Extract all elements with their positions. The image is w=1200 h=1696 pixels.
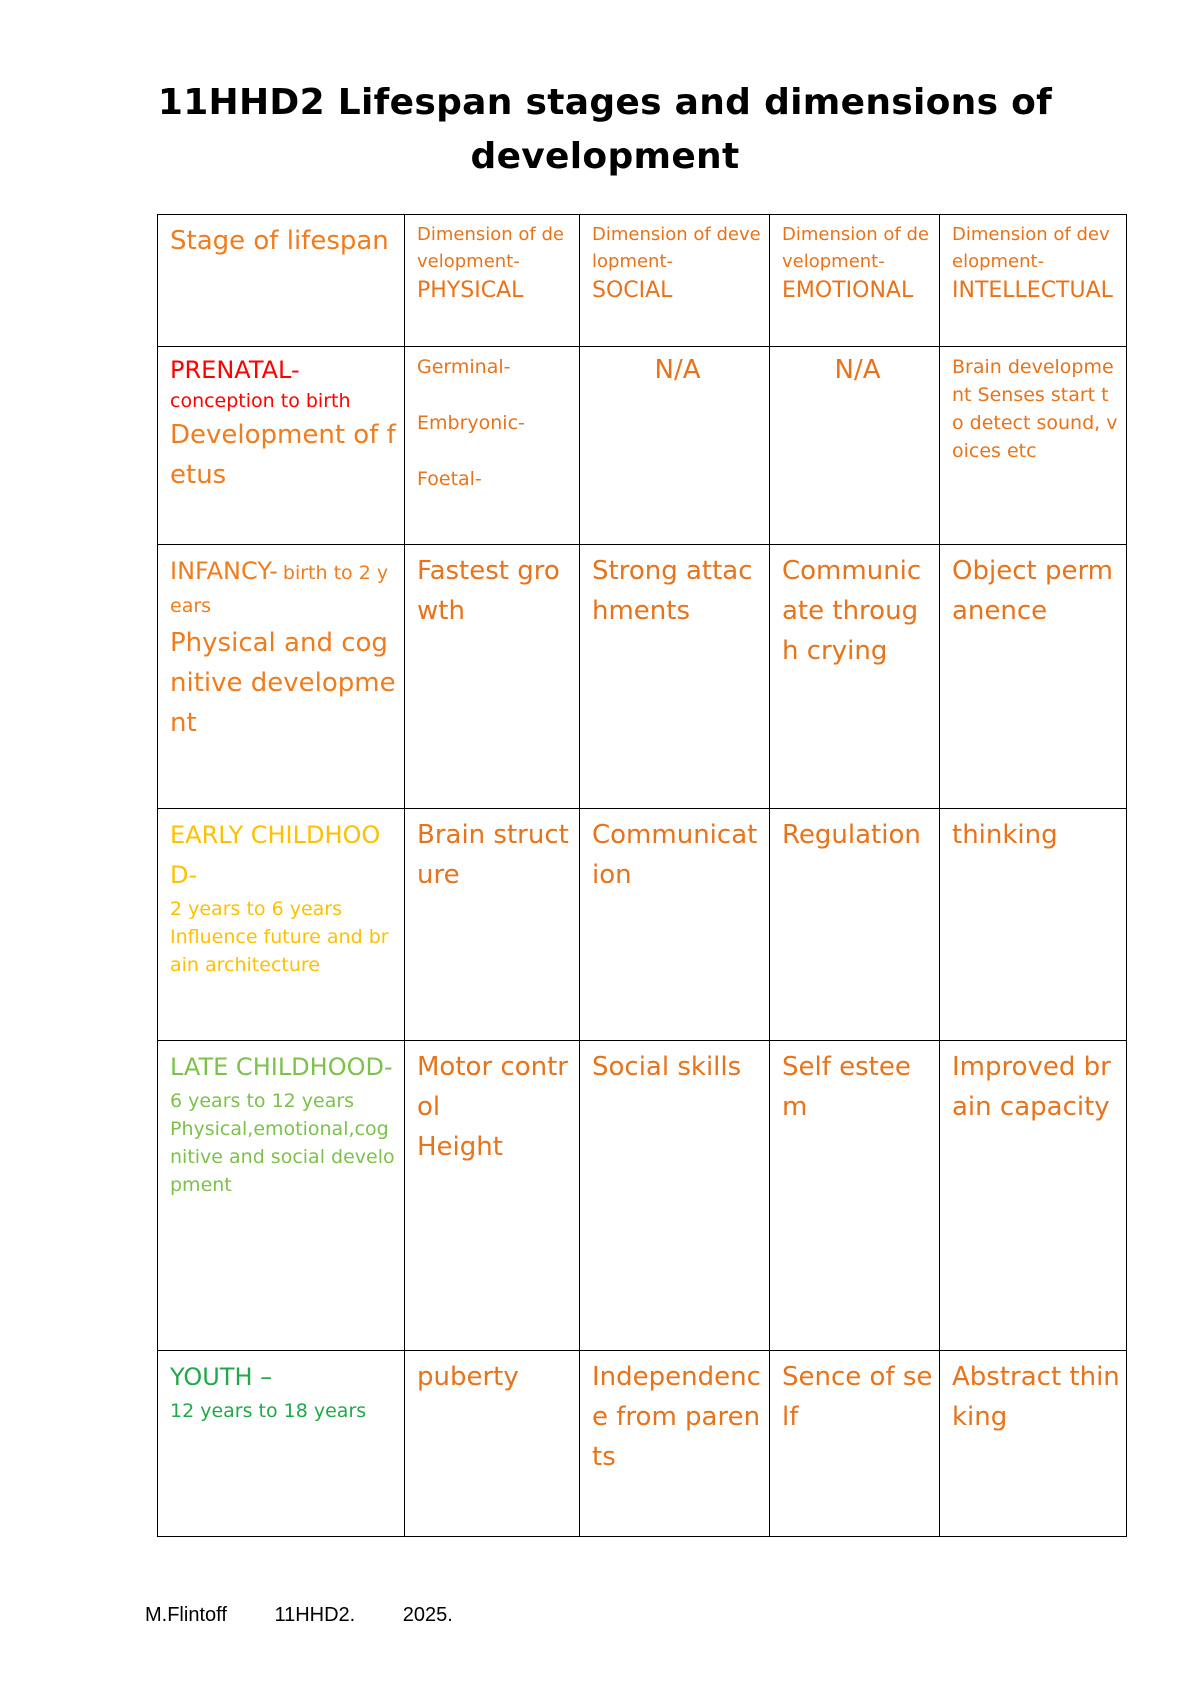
social-cell-prenatal xyxy=(580,347,770,545)
footer-code: 11HHD2. xyxy=(274,1604,356,1626)
document-title: 11HHD2 Lifespan stages and dimensions of development xyxy=(157,82,1053,177)
stage-note: Physical and cognitive development xyxy=(170,628,396,738)
header-emotional-prefix: Dimension of development- xyxy=(782,224,929,272)
physical-item: Foetal- xyxy=(417,468,482,490)
social-value: N/A xyxy=(654,355,701,385)
stage-range: 12 years to 18 years xyxy=(170,1400,367,1422)
header-emotional xyxy=(770,215,940,347)
intellectual-cell-youth xyxy=(940,1351,1127,1537)
stage-range: conception to birth xyxy=(170,390,351,412)
header-intellectual-prefix: Dimension of development- xyxy=(952,224,1110,272)
emotional-value: Communicate through crying xyxy=(782,556,922,666)
header-physical xyxy=(405,215,580,347)
social-value: Social skills xyxy=(592,1052,742,1082)
stage-range: 2 years to 6 years xyxy=(170,898,342,920)
table-row-late-childhood xyxy=(158,1041,1127,1351)
stage-note: Development of fetus xyxy=(170,420,396,490)
lifespan-table xyxy=(157,214,1127,1537)
footer-author: M.Flintoff xyxy=(145,1604,227,1626)
emotional-cell-infancy xyxy=(770,545,940,809)
table-row-youth xyxy=(158,1351,1127,1537)
header-emotional-label: EMOTIONAL xyxy=(782,278,914,303)
intellectual-cell-infancy xyxy=(940,545,1127,809)
table-row-infancy xyxy=(158,545,1127,809)
header-stage xyxy=(158,215,405,347)
intellectual-cell-prenatal xyxy=(940,347,1127,545)
emotional-cell-late-childhood xyxy=(770,1041,940,1351)
physical-item: Embryonic- xyxy=(417,412,525,434)
stage-cell-youth xyxy=(158,1351,405,1537)
physical-value: Fastest growth xyxy=(417,556,560,626)
emotional-cell-early-childhood xyxy=(770,809,940,1041)
social-value: Strong attachments xyxy=(592,556,753,626)
social-value: Communication xyxy=(592,820,758,890)
physical-value: Brain structure xyxy=(417,820,569,890)
intellectual-cell-early-childhood xyxy=(940,809,1127,1041)
intellectual-value: Improved brain capacity xyxy=(952,1052,1111,1122)
header-social xyxy=(580,215,770,347)
stage-name: YOUTH – xyxy=(170,1363,273,1391)
stage-cell-infancy xyxy=(158,545,405,809)
social-cell-infancy xyxy=(580,545,770,809)
emotional-value: Self esteem xyxy=(782,1052,911,1122)
physical-cell-youth xyxy=(405,1351,580,1537)
stage-note: Physical,emotional,cognitive and social development xyxy=(170,1118,395,1196)
intellectual-cell-late-childhood xyxy=(940,1041,1127,1351)
physical-item: Germinal- xyxy=(417,356,511,378)
intellectual-value: Brain development Senses start to detect sound, voices etc xyxy=(952,356,1118,462)
header-social-prefix: Dimension of development- xyxy=(592,224,761,272)
header-physical-prefix: Dimension of development- xyxy=(417,224,564,272)
intellectual-value: Object permanence xyxy=(952,556,1114,626)
social-cell-youth xyxy=(580,1351,770,1537)
stage-name: INFANCY- xyxy=(170,557,278,585)
emotional-cell-youth xyxy=(770,1351,940,1537)
header-social-label: SOCIAL xyxy=(592,278,673,303)
physical-item: Height xyxy=(417,1132,503,1162)
social-cell-late-childhood xyxy=(580,1041,770,1351)
physical-cell-infancy xyxy=(405,545,580,809)
header-stage-label: Stage of lifespan xyxy=(170,226,389,256)
physical-cell-late-childhood xyxy=(405,1041,580,1351)
stage-range: birth to 2 years xyxy=(170,562,389,617)
intellectual-value: thinking xyxy=(952,820,1058,850)
table-row-early-childhood xyxy=(158,809,1127,1041)
stage-cell-early-childhood xyxy=(158,809,405,1041)
stage-note: Influence future and brain architecture xyxy=(170,926,389,976)
header-intellectual xyxy=(940,215,1127,347)
table-header-row xyxy=(158,215,1127,347)
physical-item: Motor control xyxy=(417,1052,568,1122)
emotional-value: N/A xyxy=(834,355,881,385)
stage-name: EARLY CHILDHOOD- xyxy=(170,821,381,889)
footer-year: 2025. xyxy=(402,1604,453,1626)
intellectual-value: Abstract thinking xyxy=(952,1362,1120,1432)
emotional-value: Regulation xyxy=(782,820,921,850)
physical-cell-early-childhood xyxy=(405,809,580,1041)
page-footer xyxy=(145,1604,495,1627)
stage-range: 6 years to 12 years xyxy=(170,1090,355,1112)
emotional-value: Sence of self xyxy=(782,1362,933,1432)
header-intellectual-label: INTELLECTUAL xyxy=(952,278,1113,303)
emotional-cell-prenatal xyxy=(770,347,940,545)
header-physical-label: PHYSICAL xyxy=(417,278,524,303)
social-cell-early-childhood xyxy=(580,809,770,1041)
table-row-prenatal xyxy=(158,347,1127,545)
stage-cell-late-childhood xyxy=(158,1041,405,1351)
stage-name: LATE CHILDHOOD- xyxy=(170,1053,393,1081)
stage-name: PRENATAL- xyxy=(170,356,300,384)
physical-cell-prenatal xyxy=(405,347,580,545)
stage-cell-prenatal xyxy=(158,347,405,545)
social-value: Independence from parents xyxy=(592,1362,761,1472)
physical-value: puberty xyxy=(417,1362,519,1392)
